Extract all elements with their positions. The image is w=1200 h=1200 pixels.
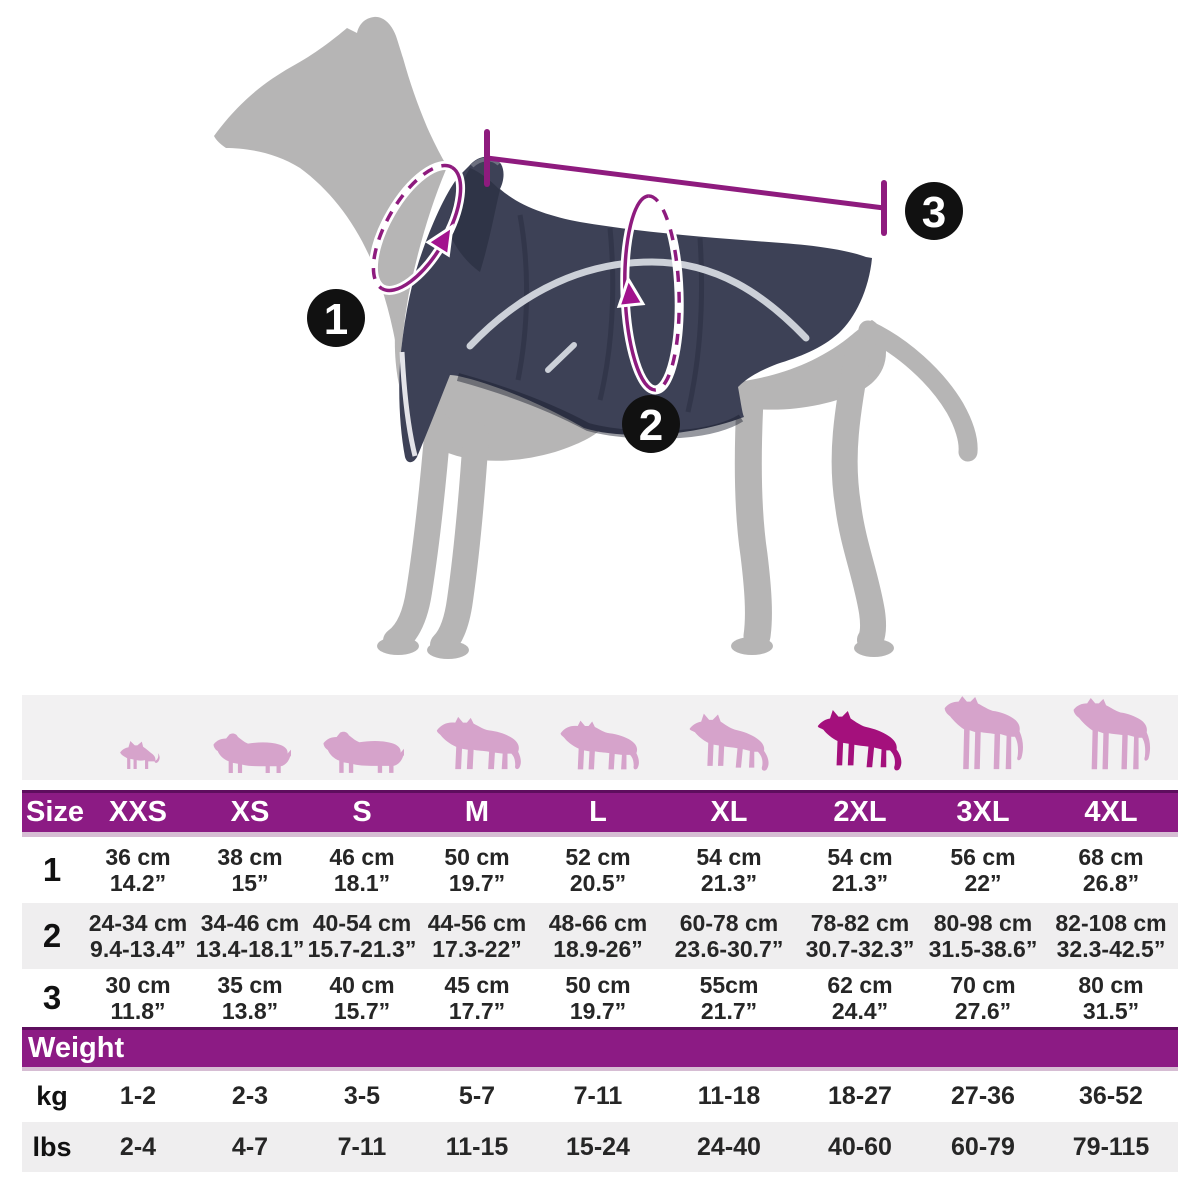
size-table [22, 695, 1178, 1172]
size-col-4xl: 4XL [1084, 796, 1138, 828]
dog-size-icon-m [418, 713, 536, 783]
weight-cell: 4-7 [231, 1132, 269, 1161]
measure-cell: 54 cm 21.3” [827, 844, 893, 896]
weight-section-header [22, 1027, 1178, 1071]
weight-cell: 24-40 [697, 1132, 761, 1161]
weight-cell: 36-52 [1079, 1082, 1143, 1110]
row-label: 2 [42, 917, 62, 954]
weight-cell: 79-115 [1072, 1132, 1150, 1161]
size-col-3xl: 3XL [956, 796, 1010, 828]
measure-cell: 70 cm 27.6” [950, 972, 1016, 1024]
measure-cell: 36 cm 14.2” [105, 844, 171, 896]
weight-label: Weight [28, 1032, 125, 1064]
measure-cell: 50 cm 19.7” [444, 844, 510, 896]
measure-row-1-neck [22, 837, 1178, 903]
dog-tail [868, 330, 968, 452]
size-col-l: L [589, 796, 607, 828]
size-col-xs: XS [230, 796, 270, 828]
row-label: 3 [42, 979, 62, 1016]
weight-cell: 7-11 [573, 1082, 623, 1110]
front-paw-near [377, 637, 419, 655]
measure-cell: 62 cm 24.4” [827, 972, 893, 1024]
back-length-line [487, 158, 884, 208]
hind-leg-far [845, 352, 873, 640]
measure-cell: 48-66 cm 18.9-26” [548, 910, 648, 962]
lbs-label: lbs [32, 1131, 72, 1162]
dog-size-icon-xl [660, 711, 798, 783]
measure-cell: 80 cm 31.5” [1078, 972, 1144, 1024]
weight-cell: 3-5 [343, 1082, 381, 1110]
dog-size-icon-4xl [1044, 697, 1178, 783]
weight-cell: 40-60 [828, 1132, 892, 1161]
weight-cell: 5-7 [458, 1082, 496, 1110]
measure-cell: 50 cm 19.7” [565, 972, 631, 1024]
badge-1-number: 1 [323, 295, 349, 344]
dachshund-icon [320, 729, 404, 773]
front-paw-far [427, 641, 469, 659]
measure-cell: 54 cm 21.3” [696, 844, 762, 896]
shepherd-icon [687, 711, 772, 773]
measure-cell: 78-82 cm 30.7-32.3” [805, 910, 915, 962]
shepherd-icon [815, 707, 905, 773]
weight-cell: 18-27 [828, 1082, 892, 1110]
weight-cell: 2-4 [119, 1132, 157, 1161]
measure-cell: 40-54 cm 15.7-21.3” [307, 910, 417, 962]
great-dane-icon [941, 695, 1026, 773]
dog-size-icon-l [536, 717, 660, 783]
measure-cell: 68 cm 26.8” [1078, 844, 1144, 896]
weight-row-lbs [22, 1122, 1178, 1172]
badge-3-number: 3 [921, 188, 947, 237]
row-label: 1 [42, 851, 62, 888]
measure-cell: 35 cm 13.8” [217, 972, 283, 1024]
dog-size-icon-3xl [922, 695, 1044, 783]
chihuahua-icon [115, 737, 161, 773]
dachshund-icon [210, 731, 291, 773]
size-col-2xl: 2XL [833, 796, 887, 828]
hind-paw-near [731, 637, 773, 655]
measure-cell: 40 cm 15.7” [329, 972, 395, 1024]
measure-cell: 44-56 cm 17.3-22” [427, 910, 527, 962]
weight-cell: 1-2 [119, 1082, 157, 1110]
weight-cell: 11-15 [445, 1132, 509, 1161]
measure-cell: 82-108 cm 32.3-42.5” [1055, 910, 1167, 962]
bull-terrier-icon [557, 717, 640, 773]
size-col-s: S [352, 796, 372, 828]
icons-row-spacer [22, 773, 82, 783]
size-col-xl: XL [710, 796, 748, 828]
weight-cell: 7-11 [337, 1132, 387, 1161]
weight-cell: 11-18 [697, 1082, 761, 1110]
table-header-row [22, 790, 1178, 837]
measure-cell: 80-98 cm 31.5-38.6” [928, 910, 1038, 962]
front-leg-near [396, 425, 438, 641]
size-header-label: Size [26, 796, 85, 828]
weight-row-kg [22, 1071, 1178, 1122]
measure-cell: 56 cm 22” [950, 844, 1016, 896]
measure-cell: 60-78 cm 23.6-30.7” [674, 910, 784, 962]
dog-size-icon-s [306, 729, 418, 783]
weight-cell: 27-36 [951, 1082, 1015, 1110]
measure-cell: 24-34 cm 9.4-13.4” [88, 910, 188, 962]
weight-cell: 15-24 [566, 1132, 630, 1161]
bull-terrier-icon [433, 713, 522, 773]
measure-row-3-back [22, 969, 1178, 1027]
measure-row-2-chest [22, 903, 1178, 969]
dog-size-icon-2xl-highlighted [798, 707, 922, 783]
measure-cell: 34-46 cm 13.4-18.1” [195, 910, 305, 962]
measure-cell: 45 cm 17.7” [444, 972, 510, 1024]
measure-cell: 30 cm 11.8” [105, 972, 171, 1024]
front-leg-far [443, 435, 476, 645]
badge-2-number: 2 [638, 401, 664, 450]
dog-size-icon-xxs [82, 737, 194, 783]
hind-leg-near [748, 400, 758, 636]
kg-label: kg [36, 1081, 68, 1111]
great-dane-icon [1070, 697, 1153, 773]
size-col-xxs: XXS [108, 796, 168, 828]
measure-cell: 38 cm 15” [217, 844, 283, 896]
dog-size-icon-xs [194, 731, 306, 783]
hind-paw-far [854, 639, 894, 657]
weight-cell: 60-79 [951, 1132, 1015, 1161]
measure-cell: 46 cm 18.1” [329, 844, 395, 896]
breed-icons-row [22, 695, 1178, 780]
measure-cell: 52 cm 20.5” [565, 844, 631, 896]
size-col-m: M [464, 796, 490, 828]
measure-cell: 55cm 21.7” [699, 972, 759, 1024]
weight-cell: 2-3 [231, 1082, 269, 1110]
